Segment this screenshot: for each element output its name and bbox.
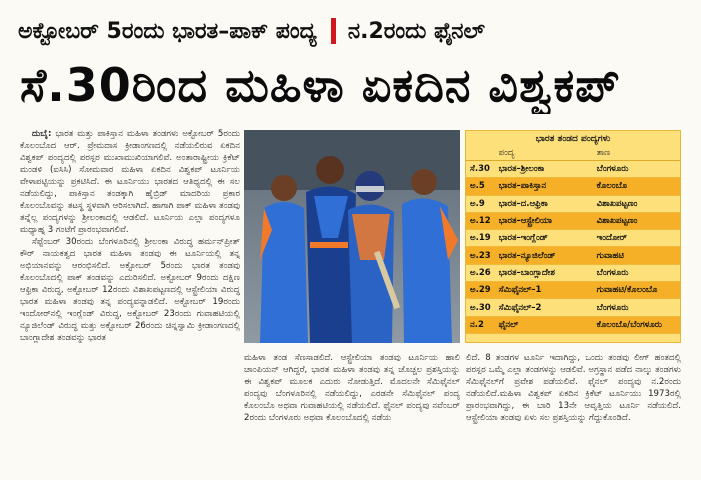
article-paragraph xyxy=(20,128,240,236)
row-date: ಅ.30 xyxy=(466,299,495,316)
schedule-row xyxy=(466,161,680,178)
schedule-header-match: ಪಂದ್ಯ xyxy=(495,146,593,161)
row-date: ಅ.23 xyxy=(466,247,495,264)
row-match: ಭಾರತ–ಪಾಕಿಸ್ತಾನ xyxy=(495,178,593,195)
row-date: ಅ.12 xyxy=(466,212,495,229)
schedule-row xyxy=(466,195,680,212)
row-date: ಅ.19 xyxy=(466,230,495,247)
row-date: ಸೆ.30 xyxy=(466,161,495,178)
row-match: ಭಾರತ–ದ.ಆಫ್ರಿಕಾ xyxy=(495,195,593,212)
headline: ಸೆ.30ರಿಂದ ಮಹಿಳಾ ಏಕದಿನ ವಿಶ್ವಕಪ್ xyxy=(20,58,621,112)
schedule-row xyxy=(466,178,680,195)
row-match: ಭಾರತ–ಇಂಗ್ಲೆಂಡ್ xyxy=(495,230,593,247)
photo-illustration xyxy=(244,130,460,343)
schedule-header-date xyxy=(466,146,495,161)
row-venue: ವಿಶಾಖಪಟ್ಟಣಂ xyxy=(593,195,680,212)
team-celebration-photo xyxy=(244,130,460,343)
article-column-middle: ಮಹಿಳಾ ತಂಡ ಸೆಣಸಾಡಲಿದೆ. ಆಸ್ಟ್ರೇಲಿಯಾ ತಂಡವು ಟೂರ್ನಿಯ ಹಾಲಿ ಚಾಂಪಿಯನ್ ಆಗಿದ್ದರೆ, ಭಾರತ ಮಹಿಳಾ ತಂಡವು ತನ್ನ ಚೊಚ್ಚಲ ಪ್ರಶಸ್ತಿಯನ್ನು ಈ ವಿಶ್ವಕಪ್ ಮೂಲಕ ಎದುರು ನೋಡುತ್ತಿದೆ. ಮೊದಲನೇ ಸೆಮಿಫೈನಲ್ ಪಂದ್ಯವು ಬೆಂಗಳೂರಿನಲ್ಲಿ ನಡೆಯಲಿದ್ದು, ಎರಡನೇ ಸೆಮಿಫೈನಲ್ ಪಂದ್ಯ ಕೊಲಂಬೊ ಅಥವಾ ಗುವಾಹಟಿಯಲ್ಲಿ ನಡೆಯಲಿದೆ. ಫೈನಲ್ ಪಂದ್ಯವು ನವೆಂಬರ್ 2ರಂದು ಬೆಂಗಳೂರು ಅಥವಾ ಕೊಲಂಬೊದಲ್ಲಿ ನಡೆಯ xyxy=(244,353,460,423)
kicker-left: ಅಕ್ಟೋಬರ್ 5ರಂದು ಭಾರತ–ಪಾಕ್ ಪಂದ್ಯ xyxy=(18,18,317,44)
row-venue: ಕೊಲಂಬೊ/ಬೆಂಗಳೂರು xyxy=(593,316,680,333)
row-match: ಭಾರತ–ಬಾಂಗ್ಲಾದೇಶ xyxy=(495,264,593,281)
row-match: ಸೆಮಿಫೈನಲ್–1 xyxy=(495,282,593,299)
kicker-divider xyxy=(331,18,336,44)
article-paragraph: ಸೆಪ್ಟೆಂಬರ್ 30ರಂದು ಬೆಂಗಳೂರಿನಲ್ಲಿ ಶ್ರೀಲಂಕಾ ವಿರುದ್ಧ ಹರ್ಮನ್‌ಪ್ರೀತ್ ಕೌರ್ ನಾಯಕತ್ವದ ಭಾರತ ಮಹಿಳಾ ತಂಡವು ಈ ಟೂರ್ನಿಯಲ್ಲಿ ತನ್ನ ಅಭಿಯಾನವನ್ನು ಆರಂಭಿಸಲಿದೆ. ಅಕ್ಟೋಬರ್ 5ರಂದು ಭಾರತ ತಂಡವು ಕೊಲಂಬೊದಲ್ಲಿ ಪಾಕ್ ತಂಡವನ್ನು ಎದುರಿಸಲಿದೆ. ಅಕ್ಟೋಬರ್ 9ರಂದು ದಕ್ಷಿಣ ಆಫ್ರಿಕಾ ವಿರುದ್ಧ, ಅಕ್ಟೋಬರ್ 12ರಂದು ವಿಶಾಖಪಟ್ಟಣದಲ್ಲಿ ಆಸ್ಟ್ರೇಲಿಯಾ ವಿರುದ್ಧ ಭಾರತ ಮಹಿಳಾ ತಂಡವು ತನ್ನ ಪಂದ್ಯವನ್ನಾಡಲಿದೆ. ಅಕ್ಟೋಬರ್ 19ರಂದು ಇಂದೋರ್‌ನಲ್ಲಿ ಇಂಗ್ಲೆಂಡ್ ವಿರುದ್ಧ, ಅಕ್ಟೋಬರ್ 23ರಂದು ಗುವಾಹಟಿಯಲ್ಲಿ ನ್ಯೂಜಿಲೆಂಡ್ ವಿರುದ್ಧ ಮತ್ತು ಅಕ್ಟೋಬರ್ 26ರಂದು ಚಿನ್ನಸ್ವಾಮಿ ಕ್ರೀಡಾಂಗಣದಲ್ಲಿ ಬಾಂಗ್ಲಾದೇಶ ತಂಡವನ್ನು ಭಾರತ xyxy=(20,237,240,343)
schedule-row xyxy=(466,212,680,229)
row-match: ಭಾರತ–ನ್ಯೂಜಿಲೆಂಡ್ xyxy=(495,247,593,264)
schedule-row xyxy=(466,230,680,247)
row-date: ಅ.5 xyxy=(466,178,495,195)
row-venue: ಗುವಾಹಟಿ/ಕೊಲಂಬೊ xyxy=(593,282,680,299)
schedule-header-row xyxy=(466,146,680,161)
row-date: ನ.2 xyxy=(466,316,495,333)
schedule-row xyxy=(466,282,680,299)
schedule-row xyxy=(466,316,680,333)
row-match: ಭಾರತ–ಆಸ್ಟ್ರೇಲಿಯಾ xyxy=(495,212,593,229)
row-venue: ಕೊಲಂಬೊ xyxy=(593,178,680,195)
row-venue: ಗುವಾಹಟಿ xyxy=(593,247,680,264)
row-date: ಅ.26 xyxy=(466,264,495,281)
article-column-right: ಲಿದೆ. 8 ತಂಡಗಳ ಟೂರ್ನಿ ಇದಾಗಿದ್ದು, ಒಂದು ತಂಡವು ಲೀಗ್ ಹಂತದಲ್ಲಿ ಪರಸ್ಪರ ಒಮ್ಮೆ ಎಲ್ಲಾ ತಂಡಗಳನ್ನು ಆಡಲಿವೆ. ಅಗ್ರಸ್ಥಾನ ಪಡೆದ ನಾಲ್ಕು ತಂಡಗಳು ಸೆಮಿಫೈನಲ್‌ಗೆ ಪ್ರವೇಶ ಪಡೆಯಲಿವೆ. ಫೈನಲ್ ಪಂದ್ಯವು ನ.2ರಂದು ನಡೆಯಲಿದೆ.ಮಹಿಳಾ ವಿಶ್ವಕಪ್ ಏಕದಿನ ಕ್ರಿಕೆಟ್ ಟೂರ್ನಿಯು 1973ರಲ್ಲಿ ಪ್ರಾರಂಭವಾಗಿದ್ದು, ಈ ಬಾರಿ 13ನೇ ಆವೃತ್ತಿಯ ಟೂರ್ನಿ ನಡೆಯಲಿದೆ. ಆಸ್ಟ್ರೇಲಿಯಾ ತಂಡವು ಏಳು ಸಲ ಪ್ರಶಸ್ತಿಯನ್ನು ಗೆದ್ದುಕೊಂಡಿದೆ. xyxy=(466,353,681,423)
schedule-row xyxy=(466,264,680,281)
row-date: ಅ.9 xyxy=(466,195,495,212)
row-match: ಭಾರತ–ಶ್ರೀಲಂಕಾ xyxy=(495,161,593,178)
dateline: ದುಬೈ: xyxy=(32,129,52,139)
schedule-header-venue: ತಾಣ xyxy=(593,146,680,161)
schedule-title: ಭಾರತ ತಂಡದ ಪಂದ್ಯಗಳು xyxy=(535,134,611,144)
row-venue: ಬೆಂಗಳೂರು xyxy=(593,299,680,316)
schedule-row xyxy=(466,299,680,316)
schedule-grid xyxy=(466,146,680,334)
kicker xyxy=(18,14,485,48)
row-match: ಸೆಮಿಫೈನಲ್–2 xyxy=(495,299,593,316)
schedule-table xyxy=(465,130,681,343)
article-paragraph-text: ಭಾರತ ಮತ್ತು ಪಾಕಿಸ್ತಾನ ಮಹಿಳಾ ತಂಡಗಳು ಅಕ್ಟೋಬರ್ 5ರಂದು ಕೊಲಂಬೊದ ಆರ್. ಪ್ರೇಮದಾಸ ಕ್ರೀಡಾಂಗಣದಲ್ಲಿ ನಡೆಯಲಿರುವ ಏಕದಿನ ವಿಶ್ವಕಪ್ ಪಂದ್ಯದಲ್ಲಿ ಪರಸ್ಪರ ಮುಖಾಮುಖಿಯಾಗಲಿವೆ. ಅಂತಾರಾಷ್ಟ್ರೀಯ ಕ್ರಿಕೆಟ್ ಮಂಡಳಿ (ಐಸಿಸಿ) ಸೋಮವಾರ ಮಹಿಳಾ ಏಕದಿನ ವಿಶ್ವಕಪ್ ಟೂರ್ನಿಯ ವೇಳಾಪಟ್ಟಿಯನ್ನು ಪ್ರಕಟಿಸಿದೆ. ಈ ಟೂರ್ನಿಯು ಭಾರತದ ಆತಿಥ್ಯದಲ್ಲಿ ಈ ಸಲ ನಡೆಯಲಿದ್ದು, ಪಾಕಿಸ್ತಾನ ತಂಡಕ್ಕಾಗಿ ಹೈಬ್ರಿಡ್ ಮಾದರಿಯ ಪ್ರಕಾರ ಕೊಲಂಬೊವನ್ನು ತಟಸ್ಥ ಸ್ಥಳವಾಗಿ ಆರಿಸಲಾಗಿದೆ. ಹಾಗಾಗಿ ಪಾಕ್ ಮಹಿಳಾ ತಂಡವು ತನ್ನೆಲ್ಲ ಪಂದ್ಯಗಳನ್ನು ಶ್ರೀಲಂಕಾದಲ್ಲಿ ಆಡಲಿದೆ. ಟೂರ್ನಿಯ ಎಲ್ಲಾ ಪಂದ್ಯಗಳೂ ಮಧ್ಯಾಹ್ನ 3 ಗಂಟೆಗೆ ಪ್ರಾರಂಭವಾಗಲಿವೆ. xyxy=(20,129,240,235)
kicker-right: ನ.2ರಂದು ಫೈನಲ್ xyxy=(347,18,485,44)
row-date: ಅ.29 xyxy=(466,282,495,299)
row-match: ಫೈನಲ್ xyxy=(495,316,593,333)
article-column-left xyxy=(20,128,240,478)
row-venue: ಇಂದೋರ್ xyxy=(593,230,680,247)
row-venue: ಬೆಂಗಳೂರು xyxy=(593,161,680,178)
schedule-row xyxy=(466,247,680,264)
row-venue: ಬೆಂಗಳೂರು xyxy=(593,264,680,281)
row-venue: ವಿಶಾಖಪಟ್ಟಣಂ xyxy=(593,212,680,229)
